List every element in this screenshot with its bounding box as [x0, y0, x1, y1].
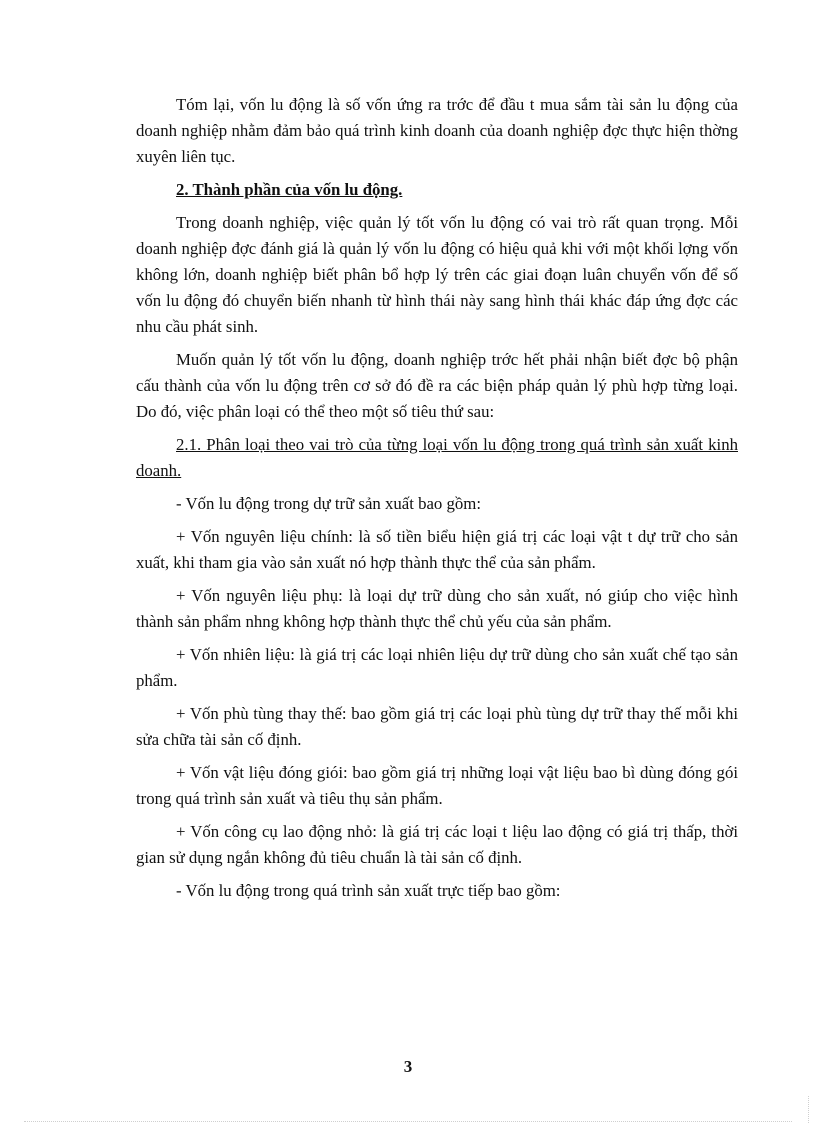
- tools-paragraph: + Vốn công cụ lao động nhỏ: là giá trị các loại t liệu lao động có giá trị thấp, thời gian sử dụng ngắn không đủ tiêu chuẩn là tài sản cố định.: [136, 822, 738, 867]
- body-text: [136, 92, 738, 911]
- production-paragraph: - Vốn lu động trong quá trình sản xuất trực tiếp bao gồm:: [176, 881, 561, 900]
- summary-paragraph: Tóm lại, vốn lu động là số vốn ứng ra trớc để đầu t mua sắm tài sản lu động của doanh nghiệp nhằm đảm bảo quá trình kinh doanh của doanh nghiệp đợc thực hiện thờng xuyên liên tục.: [136, 95, 738, 166]
- management-paragraph: Trong doanh nghiệp, việc quản lý tốt vốn lu động có vai trò rất quan trọng. Mỗi doanh nghiệp đợc đánh giá là quản lý vốn lu động có hiệu quả khi với một khối lợng vốn không lớn, doanh nghiệp biết phân bổ hợp lý trên các giai đoạn luân chuyển vốn để số vốn lu động đó chuyển biến nhanh từ hình thái này sang hình thái khác đáp ứng đợc các nhu cầu phát sinh.: [136, 213, 738, 336]
- classification-paragraph: Muốn quản lý tốt vốn lu động, doanh nghiệp trớc hết phải nhận biết đợc bộ phận cấu thành của vốn lu động trên cơ sở đó đề ra các biện pháp quản lý phù hợp từng loại. Do đó, việc phân loại có thể theo một số tiêu thứ sau:: [136, 350, 738, 421]
- page-number: 3: [403, 1057, 413, 1076]
- section-heading: 2. Thành phần của vốn lu động.: [176, 180, 403, 199]
- reserve-paragraph: - Vốn lu động trong dự trữ sản xuất bao gồm:: [176, 494, 481, 513]
- spare-parts-paragraph: + Vốn phù tùng thay thế: bao gồm giá trị các loại phù tùng dự trữ thay thế mỗi khi sửa chữa tài sản cố định.: [136, 704, 738, 749]
- subsection-heading: 2.1. Phân loại theo vai trò của từng loại vốn lu động trong quá trình sản xuất kinh doanh.: [136, 435, 738, 480]
- page-bottom-border: [24, 1121, 792, 1122]
- fuel-paragraph: + Vốn nhiên liệu: là giá trị các loại nhiên liệu dự trữ dùng cho sản xuất chế tạo sản phẩm.: [136, 645, 738, 690]
- packaging-paragraph: + Vốn vật liệu đóng giói: bao gồm giá trị những loại vật liệu bao bì dùng đóng gói trong quá trình sản xuất và tiêu thụ sản phẩm.: [136, 763, 738, 808]
- raw-material-paragraph: + Vốn nguyên liệu chính: là số tiền biểu hiện giá trị các loại vật t dự trữ cho sản xuất, khi tham gia vào sản xuất nó hợp thành thực thể của sản phẩm.: [136, 527, 738, 572]
- auxiliary-paragraph: + Vốn nguyên liệu phụ: là loại dự trữ dùng cho sản xuất, nó giúp cho việc hình thành sản phẩm nhng không hợp thành thực thể chủ yếu của sản phẩm.: [136, 586, 738, 631]
- page-corner-mark: [808, 1096, 810, 1123]
